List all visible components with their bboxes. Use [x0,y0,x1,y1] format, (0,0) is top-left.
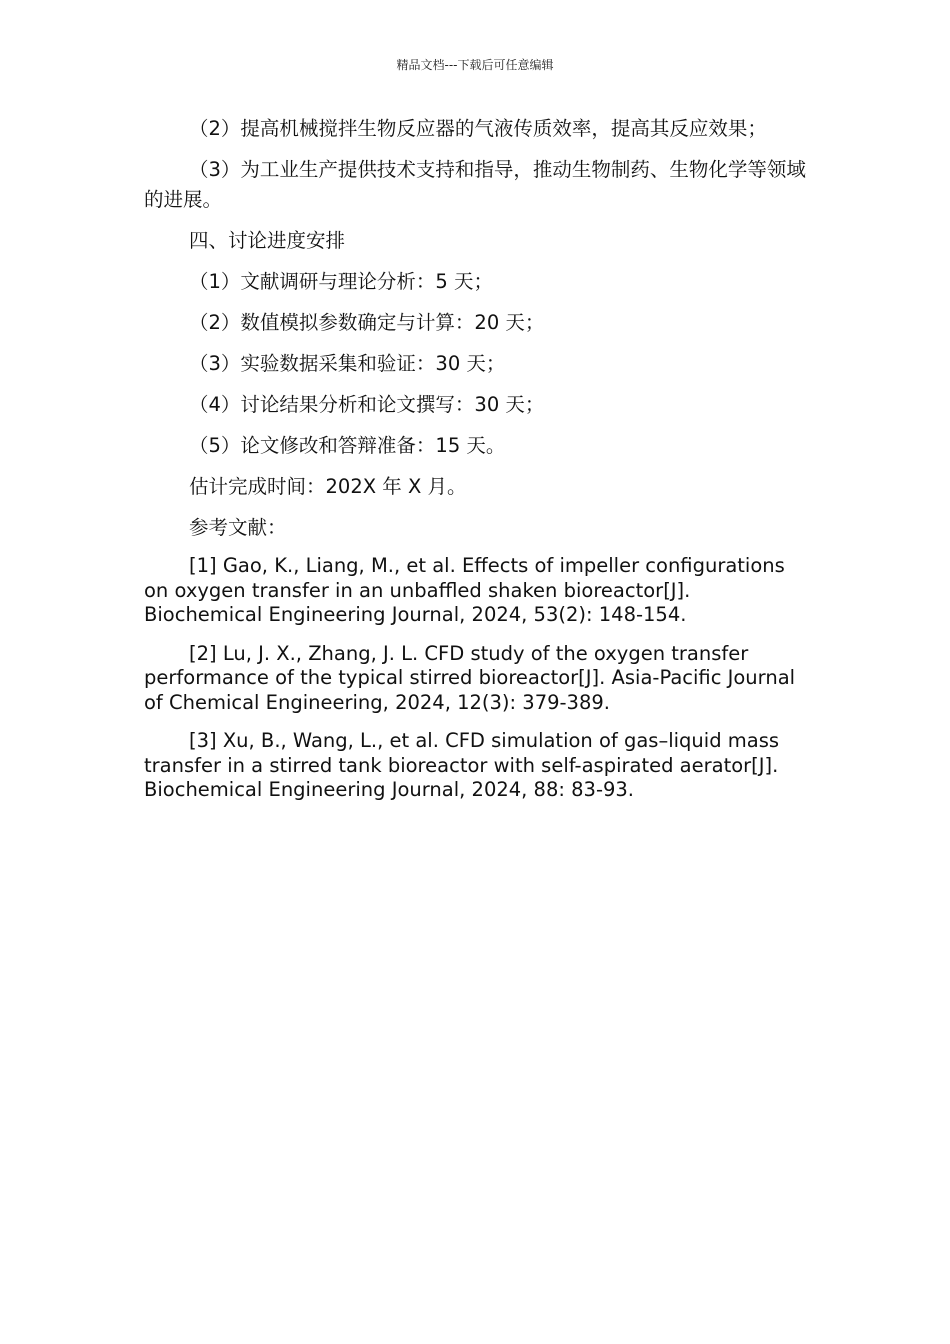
section-heading-schedule: 四、讨论进度安排 [189,229,346,252]
schedule-item: （5）论文修改和答辩准备：15 天。 [189,434,506,457]
schedule-item: （1）文献调研与理论分析：5 天； [189,270,494,293]
completion-time: 估计完成时间：202X 年 X 月。 [189,475,467,498]
document-body [144,114,808,817]
references-heading: 参考文献： [189,516,287,539]
references-list [144,554,808,803]
schedule-item: （4）讨论结果分析和论文撰写：30 天； [189,393,545,416]
reference-item: [2] Lu, J. X., Zhang, J. L. CFD study of the oxygen transfer performance of the typical stirred bioreactor[J]. Asia-Pacific Journal of Chemical Engineering, 2024, 12(3): 379-389. [144,641,796,714]
schedule-item: （2）数值模拟参数确定与计算：20 天； [189,311,545,334]
reference-item: [3] Xu, B., Wang, L., et al. CFD simulation of gas–liquid mass transfer in a stirred tank bioreactor with self-aspirated aerator[J]. Biochemical Engineering Journal, 2024, 88: 83-93. [144,729,780,801]
reference-item: [1] Gao, K., Liang, M., et al. Effects of impeller configurations on oxygen transfer in an unbaffled shaken bioreactor[J]. Biochemical Engineering Journal, 2024, 53(2): 148-154. [144,554,785,626]
goal-item-3: （3）为工业生产提供技术支持和指导，推动生物制药、生物化学等领域的进展。 [144,158,806,211]
goal-item-2: （2）提高机械搅拌生物反应器的气液传质效率，提高其反应效果； [189,117,767,140]
page-header-watermark: 精品文档---下载后可任意编辑 [396,58,554,72]
schedule-item: （3）实验数据采集和验证：30 天； [189,352,506,375]
